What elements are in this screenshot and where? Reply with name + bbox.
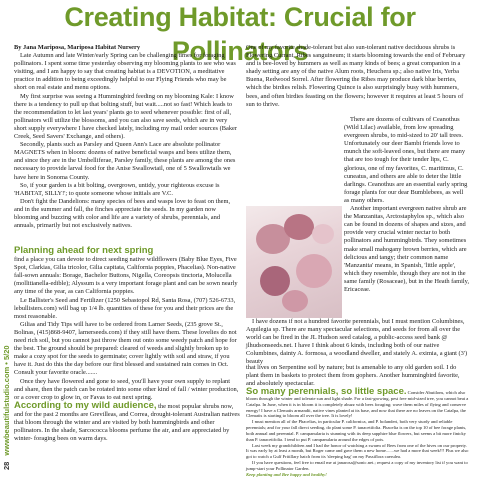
right-column-lower xyxy=(246,318,470,366)
paragraph: Late Autumn and late Winter/early Spring can be challenging times for foraging pollinators. I spent some time yesterday observing my blooming plants to see who was visiting, and I am happy to say that creating habitat is a DEVOTION, a meditative practice in addition to being exceedingly helpful to our Flying Friends who may be short on real estate and menu options. xyxy=(14,52,236,92)
paragraph: the most popular shrubs now, and for the past 2 months are Grevilleas, and Correa, drought-tolerant Australian natives that bloom through the winter and are visited by both hummingbirds and other pollinators. In the shade, Sarcococca blooms perfume the air, and are appreciated by winter- foraging bees on warm days. xyxy=(14,402,240,443)
paragraph: find a place you can devote to direct seeding native wildflowers (Baby Blue Eyes, Five Spot, Clarkias, Gilia tricolor, Gilia capitata, California poppies, Phacelias). Non-native fall-sown annuals: Borage, Bachelor Buttons, Nigella, Coreopsis tinctoria, Molucella (mollitianella-edible); Alyssum is a very important forage plant and can be sown nearly any time of the year, as can California poppies. xyxy=(14,256,238,296)
page-sidebar xyxy=(2,10,12,470)
paragraph: So, if your garden is a bit bolting, overgrown, untidy, your righteous excuse is 'HABITAT, SILLY!'; to quote someone whose initials are V.C. xyxy=(14,181,220,197)
page-title: Creating Habitat: Crucial for Pollinators xyxy=(64,2,416,66)
paragraph: I must mention all of the Phacelias, in particular P. californica, and P. bolanderi, both very sturdy and reliable perennials; and for your fall direct seeding, do plant some P. tanacetifolia. Phacelia is on the top 10 of bee forage plants, both annual and perennial. P. campanularia is stunning with its deep sapphire blue flowers, but seems a bit more finicky than P. tanacetifolia. I tend to put P. campanularia around the edges of pots. xyxy=(246,419,467,442)
sidebar-text: wwwbeautifulstudio.com • 5/20 xyxy=(2,345,11,456)
paragraph: Consider Abutilons, which also bloom through the winter and tolerate sun and light shade. For a fast-growing, pest free mid-sized tree, you cannot beat a Catalpa. In June, when it is in bloom it is completely abuzz with bees foraging; wave them miles of flying and conserve energy! I have a Clematis armandii, native vines planted at its base, and now that there are no leaves on the Catalpa, the Clematis is starting to bloom all over the tree. It is lovely! xyxy=(246,390,469,419)
paragraph: I have dozens if not a hundred favorite perennials, but I must mention Columbines, Aquilegia sp. There are many spectacular selections, and seeds for from all over the world can be fired in the JL Hudson seed catalog, a public-access seed bank @ jlhudsonseeds.net. I have I think about 6 kinds, including both of our native Columbines, dainty A. formosa, a woodland dweller, and stately A. eximia, a giant (3') beauty xyxy=(246,318,468,366)
paragraph: Gilias and Tidy Tips will have to be ordered from Larner Seeds, (235 grove St., Bolinas, (415)868-9407, larnerseeds.com) if they still have them. These lovelies do not need rich soil, but you cannot just throw them out onto some weedy patch and hope for the best. The ground should be prepared: cleared of weeds and slightly broken up to make a cozy spot for the seeds to germinate; cover lightly with soil and straw, if you have it. Just do this the day before our first blessed and sustained rain comes in Oct. Consult your favorite oracle....... xyxy=(14,320,237,377)
paragraph: Le Ballister's Seed and Fertilizer (1250 Sebastopol Rd, Santa Rosa, (707) 526-6733, lebullisters.com) will bag up 1/4 lb. quantities of these for you and their prices are the most reasonable. xyxy=(14,296,236,320)
paragraph: One of my favorite shade-tolerant but also sun-tolerant native deciduous shrubs is Flowering Currant, Ribes sanguineum; it starts blooming towards the end of February and is bee-loved by hummers as well as many kinds of bees; a great companion in a shady setting are any of the native Alum roots, Heuchera sp.; also native Iris, Yerba Buena, Redwood Sorrel. After flowering the Ribes may produce dark blue berries, which the birdies relish. Flowering Quince is also surprisingly busy with hummers, bees, and often birdies feasting on the flowers; however it requires at least 5 hours of sun to thrive. xyxy=(246,44,466,108)
heading-perennials: So many perennials, so little space. xyxy=(246,386,407,397)
page-number: 28 xyxy=(2,461,11,470)
paragraph: Don't fight the Dandelions: many species of bees and wasps love to feast on them, and in the summer and fall, the finches appreciate the seeds. In my garden now blooming and buzzing with color and life are a variety of shrubs, perennials, and annuals, primarily but not exclusively natives. xyxy=(14,197,231,230)
byline: By Jana Mariposa, Mariposa Habitat Nursery xyxy=(14,44,141,51)
paragraph: Once they have flowered and gone to seed, you'll have your own supply to replant and share, then the patch can be rotated into some other kind of fall / winter production, or a cover crop to glow in, or Favas to eat next spring. xyxy=(14,377,239,401)
left-column xyxy=(14,44,240,247)
paragraph: If you have questions, feel free to email me at janarosa@sonic.net.; request a copy of my inventory list if you want to jump-start your Pollinator Garden. xyxy=(246,460,468,471)
paragraph: Secondly, plants such as Parsley and Queen Ann's Lace are absolute pollinator MAGNETS when in bloom: dozens of native beneficial wasps and bees utilize them, and since they are in the Umbelliferae, Parsley family, these plants are among the ones necessary to provide larval food for the Anise Swallowtail, one of 5 Swallowtails we have here in Sonoma County. xyxy=(14,141,236,181)
bridge-paragraph xyxy=(246,364,470,388)
right-column-bottom xyxy=(246,386,470,478)
paragraph: Another important evergreen native shrub are the Manzanitas, Arctostaphylos sp., which also can be found in dozens of shapes and sizes, and provide very crucial winter nectar to both pollinators and hummingbirds. They sometimes make small mahogany brown berries, which are delicious and tangy; their common name 'Manzanita' means, in Spanish, 'little apple', which they resemble, though they are not in the same family (Rosaceae), but in the Heath family, Ericaceae. xyxy=(344,205,470,293)
paragraph: My first surprise was seeing a Hummingbird feeding on my blooming Kale: I know there is a tendency to pull up that bolting stuff, but wait.....not so fast! Which leads to the recommendation to let last years' plants go to seed whenever possible: first of all, pollinators will utilize the blossoms, and you can also save seeds, which are in very short supply everywhere I have checked lately, including my mail order sources (Baker Creek, Seed Savers' Exchange, and others). xyxy=(14,92,238,141)
heading-planning: Planning ahead for next spring xyxy=(14,245,154,256)
flower-photo xyxy=(246,206,342,318)
closing-line: Keep planting and Bee happy and healthy! xyxy=(246,471,327,477)
left-column-lower xyxy=(14,247,240,443)
paragraph: that lives on Serpentine soil by nature; but is amenable to any old garden soil. I do plant them in baskets to protect them from gophers. Another hummingbird favorite, and absolutely spectacular. xyxy=(246,364,460,388)
paragraph: There are dozens of cultivars of Ceanothus (Wild Lilac) available, from low spreading evergreen shrubs, to mid-sized to 20' tall trees. Unfortunately our deer Bambi friends love to munch the soft-leaved ones, but there are many that are too tough for their tender lips, C. glorious, one of my favorites, C. maritimus, C. cuneatus, and others are able to deter the little darlings. Ceanothus are an essential early spring forage plants for our dear Bumblebees, as well as many others. xyxy=(344,116,468,204)
paragraph: Last week my grandchildren and I had the honor of watching a swarm of Bees from one of the hives on our property. It was early by at least a month, but Roger came and gave them a new home.......we had a more that week!!! Plus we also got to watch a Gulf Fritillary hatch from its 'sleeping bag' on my Passiflora caerulea. xyxy=(246,442,469,460)
heading-according: According to my wild audience, xyxy=(14,399,157,411)
